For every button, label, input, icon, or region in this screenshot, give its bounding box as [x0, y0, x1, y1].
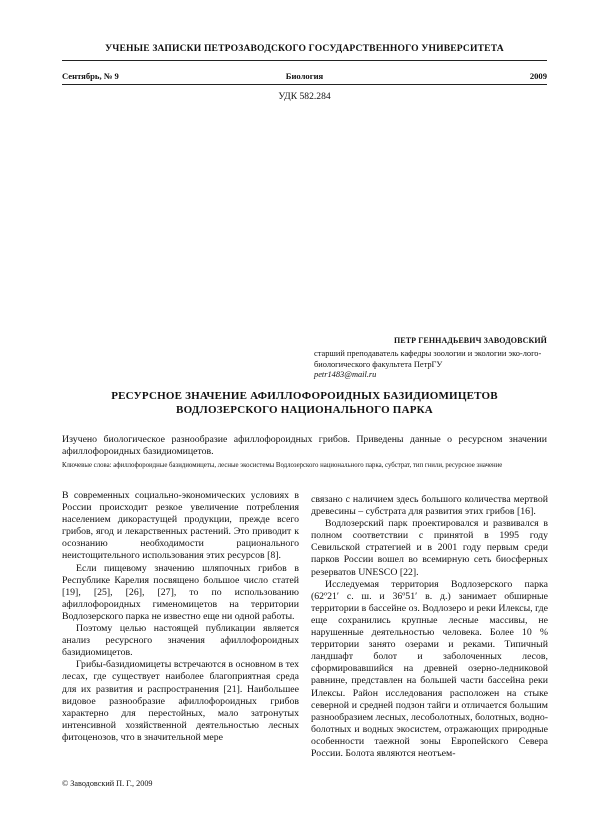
section-label: Биология — [285, 71, 324, 81]
header-rule-bottom — [62, 84, 547, 85]
article-title-line1: РЕСУРСНОЕ ЗНАЧЕНИЕ АФИЛЛОФОРОИДНЫХ БАЗИДИОМИЦЕТОВ — [111, 390, 498, 402]
article-title — [62, 389, 547, 417]
paragraph: Водлозерский парк проектировался и развивался в полном соответствии с принятой в 1995 году Севильской стратегией и в 2001 году первым среди парков России вошел во всемирную сеть биосферных резерватов UNESCO [22]. — [311, 518, 548, 578]
paragraph: Поэтому целью настоящей публикации является анализ ресурсного значения афиллофороидных базидиомицетов. — [62, 623, 299, 659]
article-title-line2: ВОДЛОЗЕРСКОГО НАЦИОНАЛЬНОГО ПАРКА — [176, 404, 433, 416]
year-label: 2009 — [529, 71, 547, 81]
keywords: Ключевые слова: афиллофороидные базидиомицеты, лесные экосистемы Водлозерского национального парка, субстрат, тип гнили, ресурсное значение — [62, 462, 503, 469]
author-email[interactable]: petr1483@mail.ru — [314, 370, 377, 379]
body-column-right — [311, 494, 548, 760]
body-column-left — [62, 490, 299, 744]
paragraph: связано с наличием здесь большого количества мертвой древесины – субстрата для развития этих грибов [16]. — [311, 494, 548, 518]
udk-code: УДК 582.284 — [278, 91, 331, 102]
paragraph: Исследуемая территория Водлозерского парка (62º21′ с. ш. и 36º51′ в. д.) занимает обширные территории в бассейне оз. Водлозеро и реки Илексы, где еще сохранились крупные лесные массивы, не нарушенные деятельностью человека. Более 10 % территории занято озерами и реками. Типичный ландшафт болот и заболоченных лесов, сформировавшийся на древней озерно-ледниковой равнине, представлен на большей части бассейна реки Илексы. Район исследования расположен на стыке северной и средней подзон тайги и отличается большим разнообразием лесных, лесоболотных, болотных, водно-болотных и водных экосистем, отражающих природные особенности таежной зоны Европейского Севера России. Болота являются неотъем- — [311, 578, 548, 759]
copyright: © Заводовский П. Г., 2009 — [62, 779, 153, 788]
header-rule-top — [62, 60, 547, 61]
abstract: Изучено биологическое разнообразие афиллофороидных грибов. Приведены данные о ресурсном значении афиллофороидных базидиомицетов. — [62, 434, 547, 457]
paragraph: Если пищевому значению шляпочных грибов в Республике Карелия посвящено большое число статей [19], [25], [26], [27], то по использованию афиллофороидных гименомицетов на территории Водлозерского парка не известно еще ни одной работы. — [62, 562, 299, 622]
author-name: ПЕТР ГЕННАДЬЕВИЧ ЗАВОДОВСКИЙ — [393, 336, 547, 345]
journal-title: УЧЕНЫЕ ЗАПИСКИ ПЕТРОЗАВОДСКОГО ГОСУДАРСТВЕННОГО УНИВЕРСИТЕТА — [105, 43, 504, 54]
paragraph: Грибы-базидиомицеты встречаются в основном в тех лесах, где существует наиболее благоприятная среда для их развития и распространения [21]. Наибольшее видовое разнообразие афиллофороидных грибов характерно для перестойных, мало затронутых интенсивной хозяйственной деятельностью лесных фитоценозов, что в значительной мере — [62, 659, 299, 743]
issue-label: Сентябрь, № 9 — [62, 71, 119, 81]
author-position: старший преподаватель кафедры зоологии и экологии эко-лого-биологического факультета ПетрГУ — [314, 349, 542, 369]
paragraph: В современных социально-экономических условиях в России происходит резкое увеличение потребления населением дикорастущей продукции, прежде всего грибов, ягод и лекарственных растений. Это приводит к осознанию необходимости рационального неистощительного использования этих ресурсов [8]. — [62, 490, 299, 562]
